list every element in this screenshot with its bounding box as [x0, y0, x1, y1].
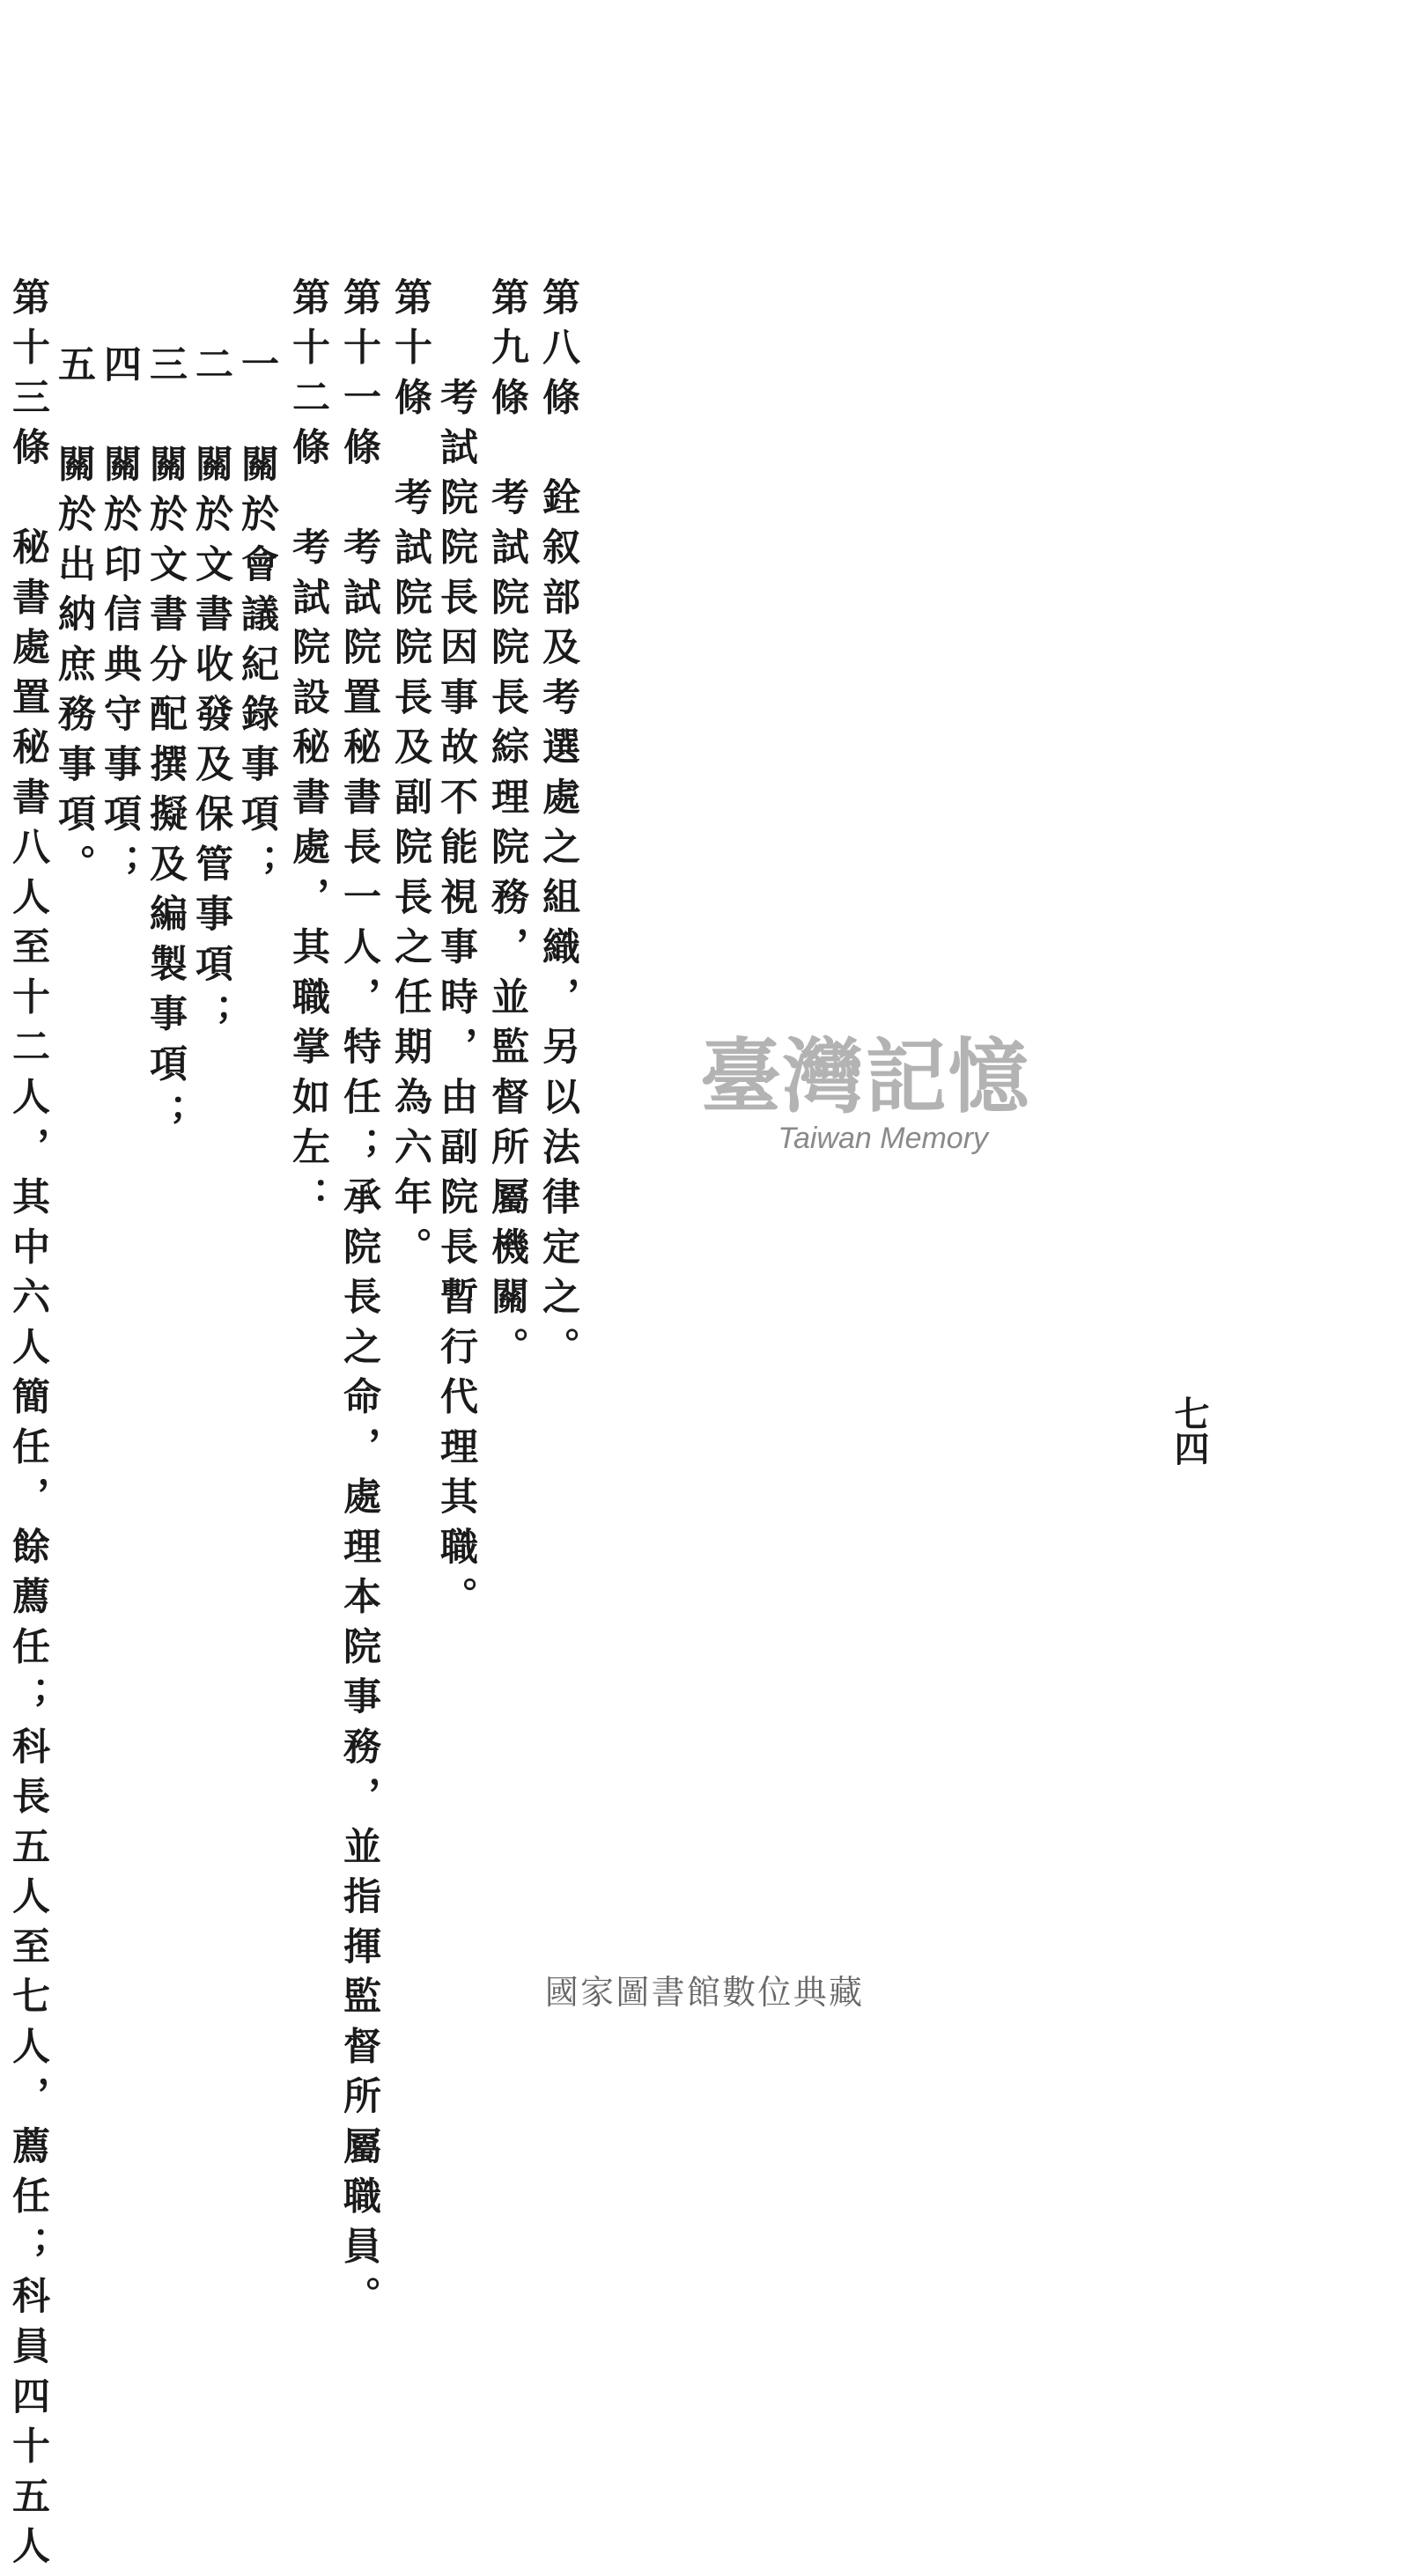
text-column: 第十二條 考試院設秘書處，其職掌如左：	[286, 277, 330, 1227]
document-body	[0, 277, 581, 2576]
text-column: 四 關於印信典守事項；	[98, 344, 142, 894]
watermark-english: Taiwan Memory	[778, 1122, 989, 1155]
text-column: 一 關於會議紀錄事項；	[235, 344, 279, 894]
text-column: 考試院院長因事故不能視事時，由副院長暫行代理其職。	[434, 277, 478, 1627]
footer-source: 國家圖書館數位典藏	[544, 1975, 865, 2012]
text-column: 第九條 考試院院長綜理院務，並監督所屬機關。	[485, 277, 529, 1377]
text-column: 第十條 考試院院長及副院長之任期為六年。	[388, 277, 432, 1277]
text-column: 三 關於文書分配撰擬及編製事項；	[144, 344, 188, 1144]
text-column: 二 關於文書收發及保管事項；	[189, 344, 233, 1044]
text-column: 第八條 銓叙部及考選處之組織，另以法律定之。	[536, 277, 580, 1377]
text-column: 第十一條 考試院置秘書長一人，特任；承院長之命，處理本院事務，並指揮監督所屬職員。	[337, 277, 381, 2327]
watermark-chinese: 臺灣記憶	[700, 1029, 1031, 1124]
text-column: 五 關於出納庶務事項。	[52, 344, 96, 894]
text-column: 第十三條 秘書處置秘書八人至十二人，其中六人簡任，餘薦任；科長五人至七人，薦任；科員四十五人	[6, 277, 50, 2576]
taiwan-memory-watermark	[700, 1012, 1030, 1156]
page-number: 七四	[1169, 1395, 1210, 1466]
